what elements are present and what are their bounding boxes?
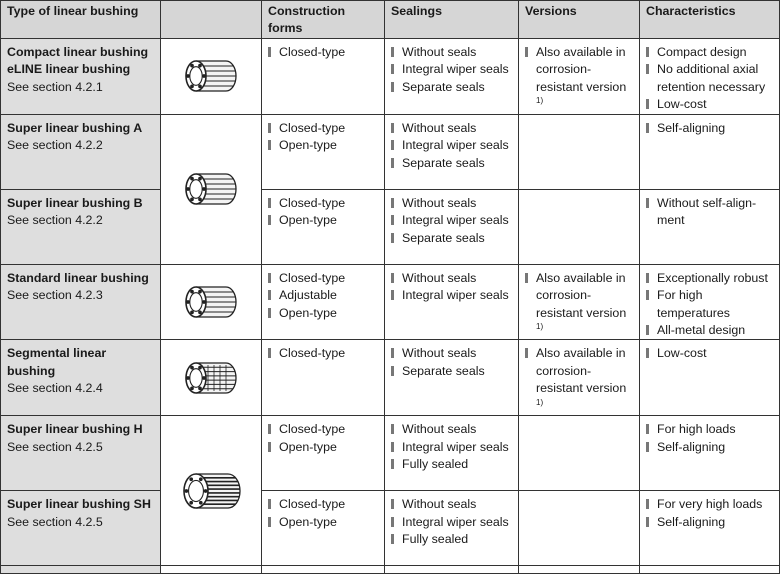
list-item	[524, 345, 635, 415]
list-item-text: Integral wiper seals	[402, 138, 509, 153]
list-item	[267, 514, 380, 531]
footnote-marker: 1)	[536, 95, 544, 105]
sealings-cell	[385, 340, 519, 416]
list-item-text: Separate seals	[402, 155, 485, 170]
construction-cell	[262, 264, 385, 340]
list-item	[267, 287, 380, 304]
list-item-text: Without seals	[402, 195, 477, 210]
list-item	[645, 61, 775, 96]
bullet-list	[267, 44, 380, 61]
bushing-image-cell	[161, 416, 262, 566]
list-item	[390, 230, 514, 247]
empty-cell	[640, 566, 780, 574]
list-item	[524, 44, 635, 114]
header-sealings: Sealings	[385, 1, 519, 39]
bullet-list	[267, 345, 380, 362]
section-reference: See section 4.2.5	[7, 439, 103, 454]
list-item-text: All-metal design	[657, 323, 746, 338]
header-characteristics: Characteristics	[640, 1, 780, 39]
header-row	[1, 1, 780, 39]
list-item-text: Without seals	[402, 346, 477, 361]
list-item	[390, 345, 514, 362]
bushing-image-cell	[161, 264, 262, 340]
bullet-list	[267, 421, 380, 456]
header-image	[161, 1, 262, 39]
bullet-list	[267, 496, 380, 531]
list-item	[645, 496, 775, 513]
list-item-text: For high temperatures	[657, 288, 731, 320]
bushing-image-cell	[161, 38, 262, 114]
sealings-cell	[385, 189, 519, 264]
list-item-text: Open-type	[279, 439, 337, 454]
list-item	[267, 44, 380, 61]
empty-cell	[1, 566, 161, 574]
bullet-list	[390, 120, 514, 172]
characteristics-cell	[640, 340, 780, 416]
bushing-name: Super linear bushing A	[7, 120, 143, 135]
bullet-list	[645, 270, 775, 340]
table-row	[1, 264, 780, 340]
bushing-name: Super linear bushing B	[7, 195, 143, 210]
bushing-name: Super linear bushing H	[7, 422, 143, 437]
list-item	[267, 305, 380, 322]
super-bushing-ab-icon	[182, 162, 240, 216]
characteristics-cell	[640, 491, 780, 566]
list-item-text: Closed-type	[279, 422, 346, 437]
list-item	[645, 322, 775, 339]
bushing-type-cell	[1, 114, 161, 189]
header-construction: Construction forms	[262, 1, 385, 39]
list-item-text: Without seals	[402, 497, 477, 512]
footnote-marker: 1)	[536, 397, 544, 407]
section-reference: See section 4.2.3	[7, 288, 103, 303]
list-item-text: Fully sealed	[402, 532, 469, 547]
list-item	[390, 363, 514, 380]
list-item	[390, 270, 514, 287]
characteristics-cell	[640, 416, 780, 491]
table-row	[1, 340, 780, 416]
versions-cell	[519, 491, 640, 566]
list-item-text: Closed-type	[279, 195, 346, 210]
list-item	[267, 137, 380, 154]
list-item	[645, 421, 775, 438]
bullet-list	[267, 270, 380, 322]
characteristics-cell	[640, 38, 780, 114]
sealings-cell	[385, 491, 519, 566]
list-item-text: Self-aligning	[657, 120, 726, 135]
bushing-type-cell	[1, 38, 161, 114]
list-item-text: Self-aligning	[657, 514, 726, 529]
list-item	[390, 287, 514, 304]
list-item	[267, 120, 380, 137]
list-item	[390, 514, 514, 531]
list-item-text: Self-aligning	[657, 439, 726, 454]
list-item-text: Also available in corrosion-resistant version	[536, 346, 627, 396]
list-item	[267, 345, 380, 362]
construction-cell	[262, 189, 385, 264]
list-item	[645, 44, 775, 61]
list-item	[267, 195, 380, 212]
list-item-text: Closed-type	[279, 120, 346, 135]
versions-cell	[519, 264, 640, 340]
list-item-text: Without seals	[402, 270, 477, 285]
list-item	[390, 195, 514, 212]
versions-cell	[519, 38, 640, 114]
list-item-text: Low-cost	[657, 346, 707, 361]
section-reference: See section 4.2.2	[7, 213, 103, 228]
list-item-text: Closed-type	[279, 346, 346, 361]
list-item	[645, 287, 775, 322]
list-item-text: Closed-type	[279, 270, 346, 285]
list-item	[390, 531, 514, 548]
bullet-list	[645, 421, 775, 456]
list-item	[645, 514, 775, 531]
section-reference: See section 4.2.4	[7, 381, 103, 396]
list-item-text: Integral wiper seals	[402, 62, 509, 77]
list-item	[390, 44, 514, 61]
segmental-bushing-icon	[182, 351, 240, 405]
list-item-text: Without seals	[402, 422, 477, 437]
table-row	[1, 38, 780, 114]
characteristics-cell	[640, 264, 780, 340]
section-reference: See section 4.2.5	[7, 514, 103, 529]
list-item	[645, 439, 775, 456]
bushing-name: Super linear bushing SH	[7, 497, 151, 512]
list-item	[390, 421, 514, 438]
list-item	[267, 439, 380, 456]
list-item-text: For very high loads	[657, 497, 763, 512]
list-item	[645, 195, 775, 230]
list-item-text: Open-type	[279, 138, 337, 153]
header-versions: Versions	[519, 1, 640, 39]
bushing-type-cell	[1, 491, 161, 566]
bullet-list	[267, 195, 380, 230]
versions-cell	[519, 189, 640, 264]
list-item-text: Integral wiper seals	[402, 288, 509, 303]
list-item-text: Open-type	[279, 213, 337, 228]
list-item-text: Exceptionally robust	[657, 270, 768, 285]
list-item	[645, 270, 775, 287]
list-item-text: Separate seals	[402, 79, 485, 94]
list-item	[390, 137, 514, 154]
bullet-list	[645, 120, 775, 137]
bullet-list	[524, 270, 635, 340]
table-row	[1, 416, 780, 491]
characteristics-cell	[640, 114, 780, 189]
list-item-text: No additional axial retention necessary	[657, 62, 766, 94]
construction-cell	[262, 38, 385, 114]
list-item-text: Fully sealed	[402, 457, 469, 472]
list-item-text: Low-cost	[657, 97, 707, 112]
bullet-list	[267, 120, 380, 155]
list-item-text: Without self-align-ment	[657, 195, 757, 228]
bushing-name: Compact linear bushing	[7, 44, 149, 59]
list-item-text: Compact design	[657, 44, 747, 59]
empty-cell	[519, 566, 640, 574]
bushing-image-cell	[161, 340, 262, 416]
bullet-list	[390, 195, 514, 247]
list-item	[390, 212, 514, 229]
empty-cell	[262, 566, 385, 574]
list-item	[390, 61, 514, 78]
list-item-text: Without seals	[402, 120, 477, 135]
bullet-list	[524, 44, 635, 114]
sealings-cell	[385, 38, 519, 114]
list-item	[524, 270, 635, 340]
table-row	[1, 114, 780, 189]
standard-bushing-icon	[182, 275, 240, 329]
list-item	[267, 212, 380, 229]
bushing-image-cell	[161, 114, 262, 264]
bullet-list	[390, 496, 514, 548]
bushing-name: Standard linear bushing	[7, 270, 149, 285]
header-type: Type of linear bushing	[1, 1, 161, 39]
list-item-text: Open-type	[279, 305, 337, 320]
section-reference: See section 4.2.1	[7, 79, 103, 94]
list-item	[390, 496, 514, 513]
construction-cell	[262, 114, 385, 189]
table-row	[1, 491, 780, 566]
list-item	[390, 439, 514, 456]
list-item	[267, 270, 380, 287]
list-item-text: Open-type	[279, 514, 337, 529]
list-item	[645, 345, 775, 362]
list-item	[267, 421, 380, 438]
bullet-list	[390, 345, 514, 380]
list-item-text: Integral wiper seals	[402, 213, 509, 228]
bullet-list	[645, 195, 775, 230]
versions-cell	[519, 114, 640, 189]
list-item-text: Also available in corrosion-resistant version	[536, 270, 627, 320]
section-reference: See section 4.2.2	[7, 138, 103, 153]
versions-cell	[519, 340, 640, 416]
list-item	[267, 496, 380, 513]
footnote-marker: 1)	[536, 321, 544, 331]
list-item-text: Separate seals	[402, 363, 485, 378]
bullet-list	[645, 345, 775, 362]
versions-cell	[519, 416, 640, 491]
list-item-text: Integral wiper seals	[402, 514, 509, 529]
list-item	[390, 456, 514, 473]
bullet-list	[645, 496, 775, 531]
list-item	[390, 79, 514, 96]
empty-cell	[385, 566, 519, 574]
construction-cell	[262, 491, 385, 566]
bushing-name: eLINE linear bushing	[7, 62, 131, 77]
bullet-list	[524, 345, 635, 415]
list-item-text: Integral wiper seals	[402, 439, 509, 454]
bushing-type-cell	[1, 189, 161, 264]
sealings-cell	[385, 114, 519, 189]
list-item-text: For high loads	[657, 422, 736, 437]
bushing-type-cell	[1, 264, 161, 340]
sealings-cell	[385, 264, 519, 340]
sealings-cell	[385, 416, 519, 491]
empty-cell	[161, 566, 262, 574]
list-item-text: Without seals	[402, 44, 477, 59]
bullet-list	[645, 44, 775, 114]
list-item-text: Closed-type	[279, 497, 346, 512]
list-item	[390, 155, 514, 172]
compact-bushing-icon	[182, 49, 240, 103]
bushing-name: Segmental linear bushing	[7, 346, 107, 378]
construction-cell	[262, 340, 385, 416]
construction-cell	[262, 416, 385, 491]
table-row	[1, 566, 780, 574]
bullet-list	[390, 421, 514, 473]
list-item-text: Adjustable	[279, 288, 337, 303]
characteristics-cell	[640, 189, 780, 264]
bushing-type-cell	[1, 416, 161, 491]
bullet-list	[390, 270, 514, 305]
bullet-list	[390, 44, 514, 96]
list-item-text: Closed-type	[279, 44, 346, 59]
bushing-type-cell	[1, 340, 161, 416]
table-row	[1, 189, 780, 264]
list-item	[645, 96, 775, 113]
list-item-text: Separate seals	[402, 230, 485, 245]
list-item	[390, 120, 514, 137]
list-item-text: Also available in corrosion-resistant version	[536, 44, 627, 94]
super-bushing-h-sh-icon	[180, 457, 242, 525]
list-item	[645, 120, 775, 137]
